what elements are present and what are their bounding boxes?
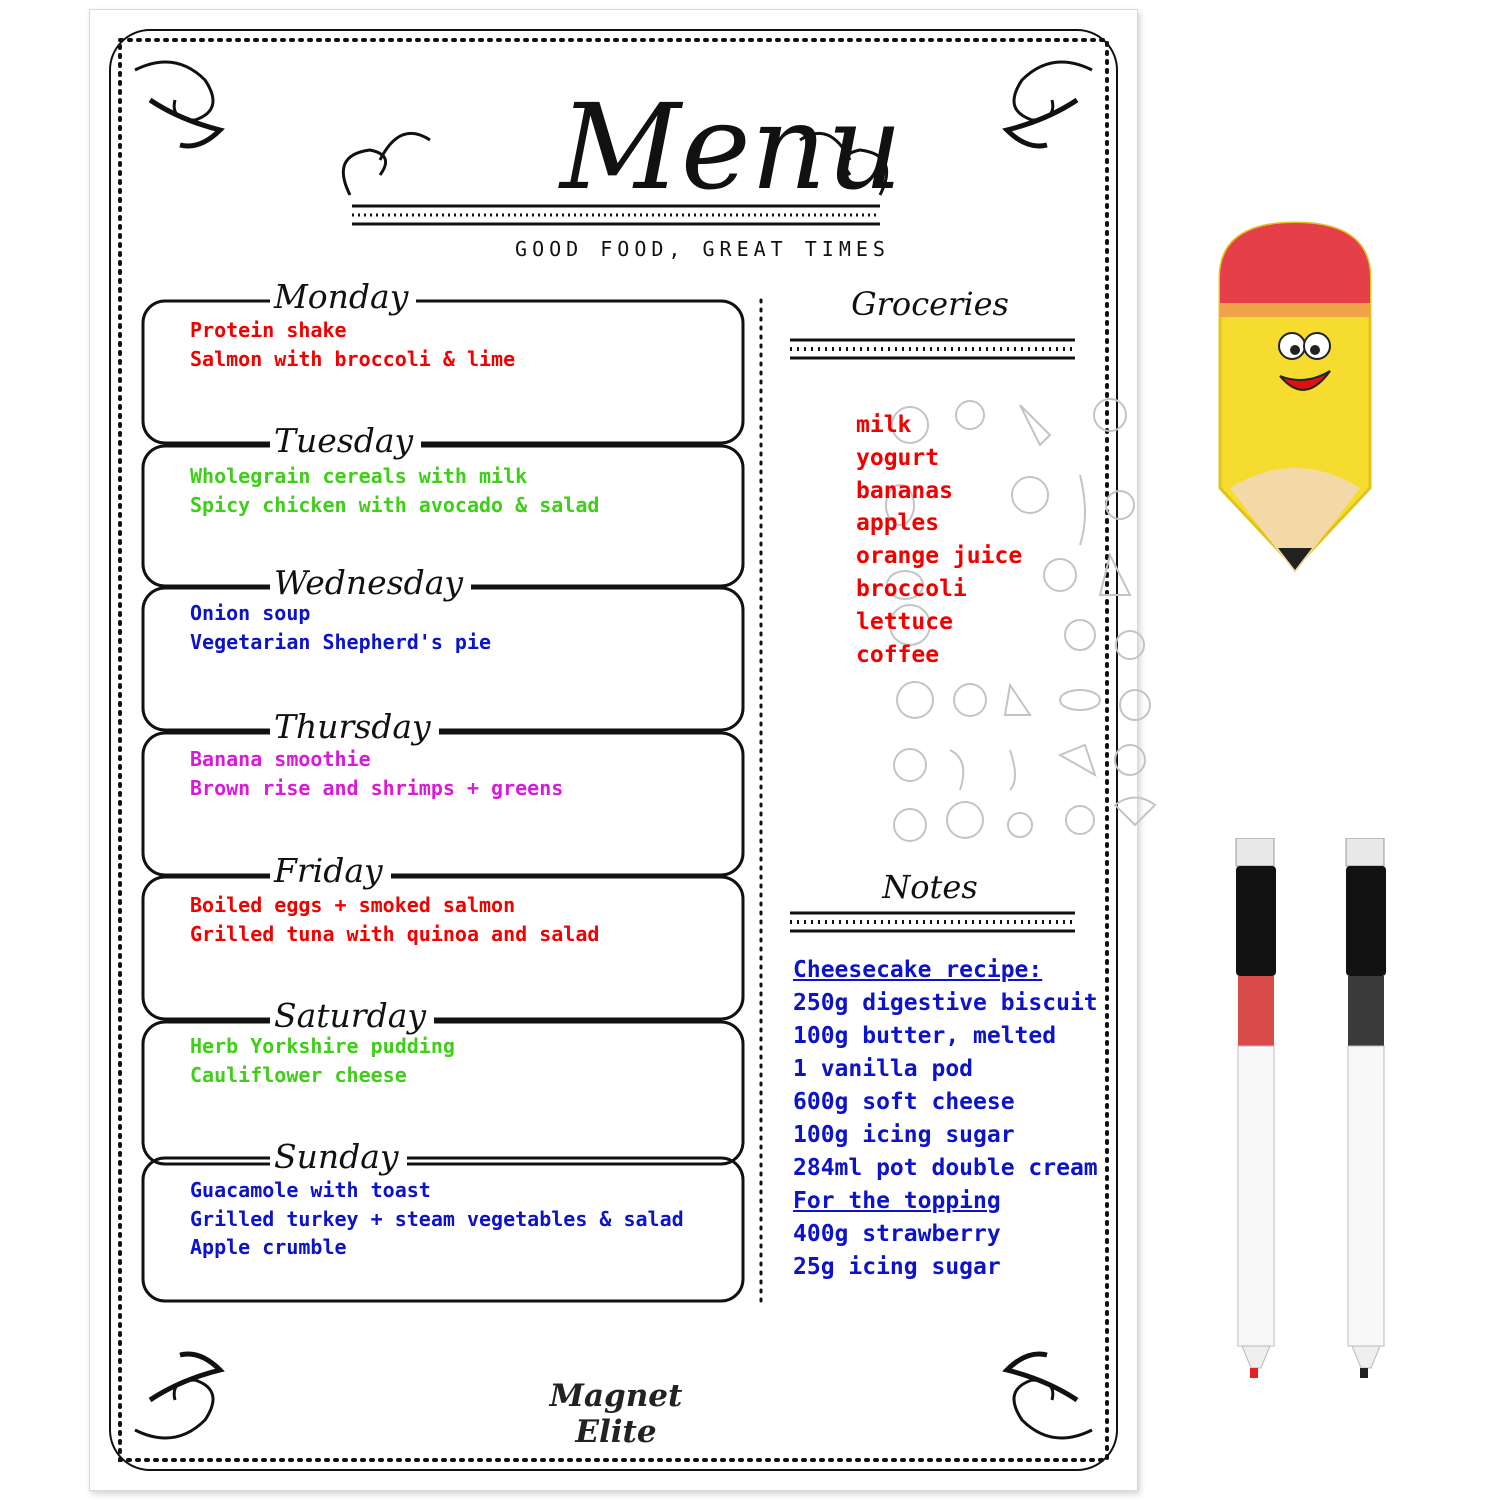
day-label-monday: Monday <box>270 277 416 316</box>
list-item: Salmon with broccoli & lime <box>190 346 516 371</box>
day-label-sunday: Sunday <box>270 1137 407 1176</box>
list-item: 284ml pot double cream <box>793 1155 1098 1181</box>
day-label-wednesday: Wednesday <box>270 563 471 602</box>
day-entries-thursday <box>190 745 563 802</box>
list-item: Spicy chicken with avocado & salad <box>190 492 600 517</box>
day-entries-friday <box>190 891 599 948</box>
list-item: 1 vanilla pod <box>793 1056 974 1082</box>
list-item: Onion soup <box>190 601 311 625</box>
list-item: Grilled turkey + steam vegetables & salad <box>190 1206 684 1231</box>
list-item: 400g strawberry <box>793 1221 1001 1247</box>
day-entries-monday <box>190 316 515 373</box>
notes-heading: Cheesecake recipe: <box>793 957 1043 983</box>
day-label-friday: Friday <box>270 851 391 890</box>
list-item: 600g soft cheese <box>793 1089 1015 1115</box>
list-item: Boiled eggs + smoked salmon <box>190 893 516 917</box>
notes-list <box>793 954 1098 1284</box>
list-item: bananas <box>856 477 953 504</box>
menu-board <box>89 9 1138 1491</box>
board-title: Menu <box>560 78 903 216</box>
day-entries-tuesday <box>190 462 599 519</box>
list-item: coffee <box>856 641 940 668</box>
list-item: Apple crumble <box>190 1235 347 1259</box>
list-item: milk <box>856 412 912 438</box>
list-item: 25g icing sugar <box>793 1254 1001 1280</box>
list-item: Banana smoothie <box>190 747 371 771</box>
groceries-list <box>856 409 1022 671</box>
notes-heading: For the topping <box>793 1188 1001 1214</box>
day-entries-saturday <box>190 1032 455 1089</box>
day-label-saturday: Saturday <box>270 996 434 1035</box>
list-item: broccoli <box>856 575 967 602</box>
day-entries-sunday <box>190 1176 684 1262</box>
brand-logo: Magnet Elite <box>549 1378 683 1450</box>
day-label-thursday: Thursday <box>270 707 439 746</box>
list-item: Guacamole with toast <box>190 1178 431 1202</box>
list-item: yogurt <box>856 444 940 471</box>
groceries-title: Groceries <box>851 285 1009 323</box>
list-item: Protein shake <box>190 318 347 342</box>
list-item: Grilled tuna with quinoa and salad <box>190 921 600 946</box>
notes-title: Notes <box>882 868 978 906</box>
list-item: orange juice <box>856 543 1023 570</box>
list-item: apples <box>856 510 940 537</box>
board-tagline: GOOD FOOD, GREAT TIMES <box>515 237 890 261</box>
markers-illustration <box>1220 838 1410 1378</box>
list-item: 250g digestive biscuit <box>793 990 1098 1016</box>
list-item: lettuce <box>856 608 953 635</box>
list-item: 100g butter, melted <box>793 1023 1057 1049</box>
list-item: Herb Yorkshire pudding <box>190 1034 455 1058</box>
day-entries-wednesday <box>190 599 491 656</box>
list-item: Wholegrain cereals with milk <box>190 464 528 488</box>
list-item: Cauliflower cheese <box>190 1062 407 1087</box>
list-item: Vegetarian Shepherd's pie <box>190 629 492 654</box>
pencil-eraser-icon[interactable] <box>1200 218 1390 578</box>
list-item: Brown rise and shrimps + greens <box>190 775 564 800</box>
marker-icon[interactable] <box>1346 838 1386 1378</box>
list-item: 100g icing sugar <box>793 1122 1015 1148</box>
day-label-tuesday: Tuesday <box>270 421 421 460</box>
marker-icon[interactable] <box>1236 838 1276 1378</box>
